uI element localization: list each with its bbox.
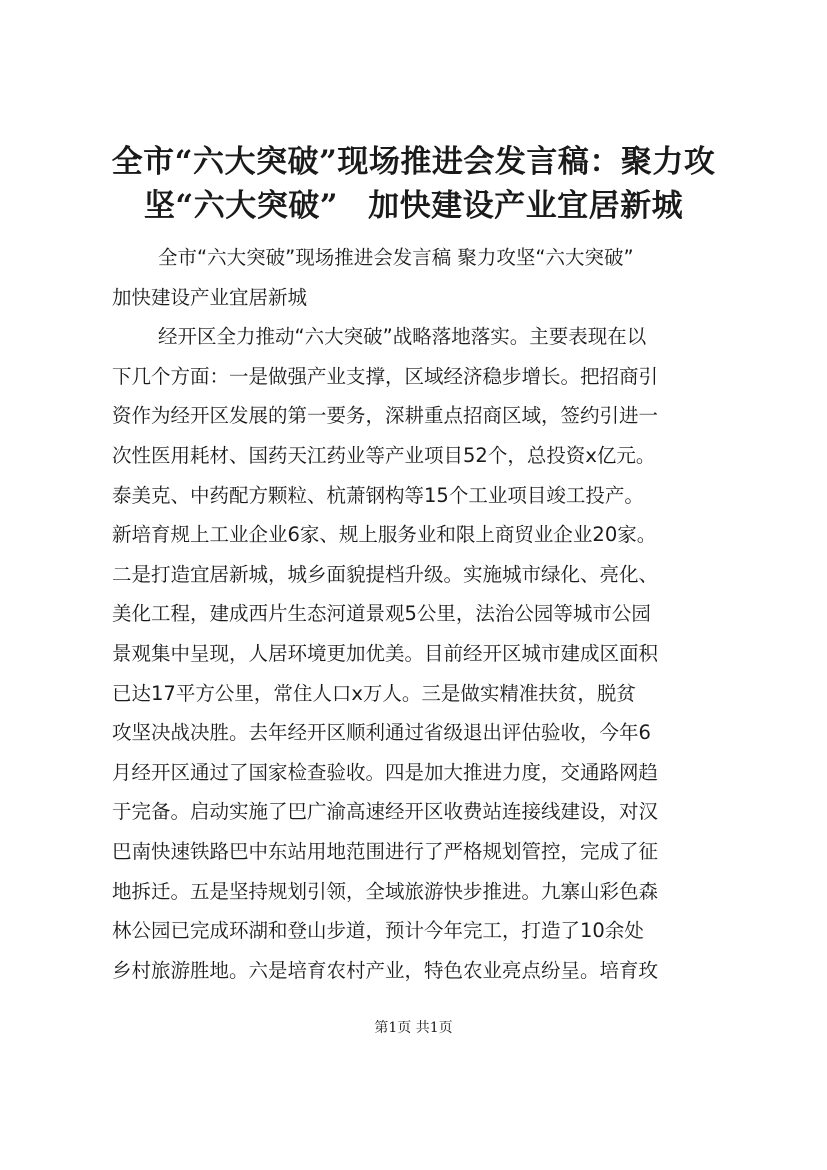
paragraph-line: 巴南快速铁路巴中东站用地范围进行了严格规划管控，完成了征 [112,839,659,863]
subtitle-line: 全市“六大突破”现场推进会发言稿 聚力攻坚“六大突破” [158,246,634,269]
paragraph-line: 景观集中呈现，人居环境更加优美。目前经开区城市建成区面积 [112,641,659,665]
title-line-1: 全市“六大突破”现场推进会发言稿：聚力攻 [111,144,716,180]
paragraph-line: 经开区全力推动“六大突破”战略落地落实。主要表现在以 [158,325,647,349]
document-body [112,238,722,990]
paragraph-line: 新培育规上工业企业6家、规上服务业和限上商贸业企业20家。 [112,523,657,547]
paragraph-line: 泰美克、中药配方颗粒、杭萧钢构等15个工业项目竣工投产。 [112,483,644,507]
title-line-2 [100,184,727,228]
paragraph-line: 美化工程，建成西片生态河道景观5公里，法治公园等城市公园 [112,602,651,626]
paragraph-line: 资作为经开区发展的第一要务，深耕重点招商区域，签约引进一 [112,404,659,428]
paragraph-line: 月经开区通过了国家检查验收。四是加大推进力度，交通路网趋 [112,760,659,784]
paragraph-line: 已达17平方公里，常住人口x万人。三是做实精准扶贫，脱贫 [112,681,636,705]
document-title [100,140,727,228]
paragraph-line: 二是打造宜居新城，城乡面貌提档升级。实施城市绿化、亮化、 [112,562,659,586]
paragraph-line: 次性医用耗材、国药天江药业等产业项目52个，总投资x亿元。 [112,443,656,467]
page-number: 第1页 共1页 [374,1020,453,1036]
paragraph-line: 林公园已完成环湖和登山步道，预计今年完工，打造了10余处 [112,919,644,943]
paragraph-line: 于完备。启动实施了巴广渝高速经开区收费站连接线建设，对汉 [112,800,659,824]
paragraph-line: 乡村旅游胜地。六是培育农村产业，特色农业亮点纷呈。培育玫 [112,958,659,982]
paragraph-line: 下几个方面：一是做强产业支撑，区域经济稳步增长。把招商引 [112,364,659,388]
title-line-2-part-a: 坚“六大突破” [143,188,339,224]
subtitle-line: 加快建设产业宜居新城 [112,285,308,309]
title-line-2-part-b: 加快建设产业宜居新城 [368,188,684,224]
paragraph-line: 地拆迁。五是坚持规划引领，全域旅游快步推进。九寨山彩色森 [112,879,659,903]
paragraph-line: 攻坚决战决胜。去年经开区顺利通过省级退出评估验收，今年6 [112,721,651,745]
